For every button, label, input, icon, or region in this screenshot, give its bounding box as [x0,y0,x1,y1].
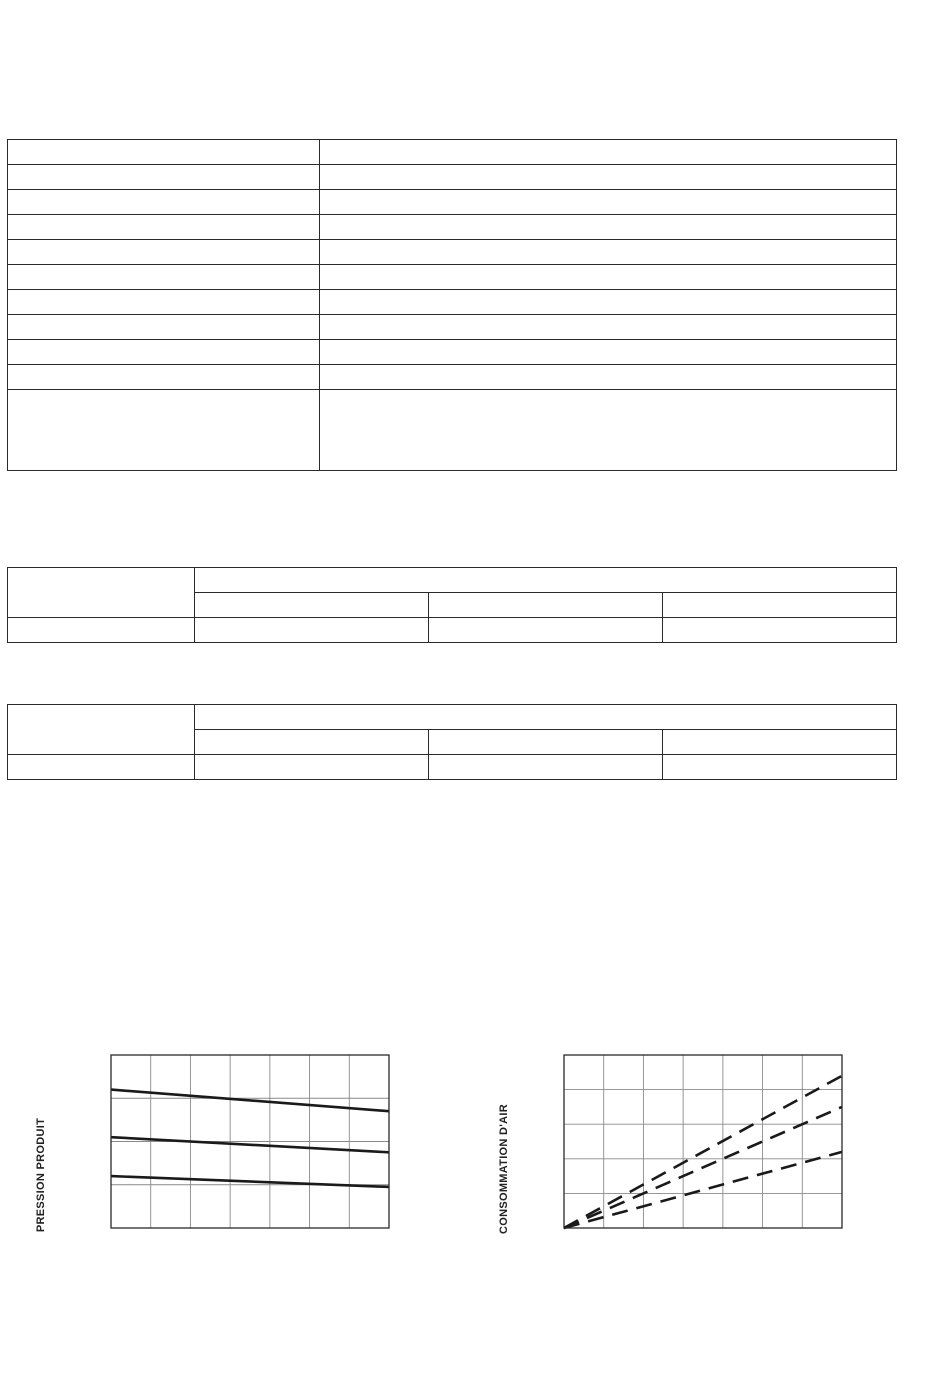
series-line-2 [564,1107,842,1228]
table-cell [8,140,320,165]
table-cell [320,390,897,471]
table-header-row [8,705,897,730]
table-row [8,265,897,290]
table-cell [8,265,320,290]
series-line-3 [564,1152,842,1228]
table-cell [320,240,897,265]
series-line-3 [111,1176,389,1187]
table-cell [8,365,320,390]
table-cell [195,730,429,755]
grid [564,1055,842,1228]
table-cell [320,190,897,215]
performance-table-body [8,568,897,643]
table-cell [320,165,897,190]
table-row [8,240,897,265]
performance-table-body [8,705,897,780]
table-row [8,315,897,340]
table-cell [8,165,320,190]
pressure-chart [20,1040,410,1250]
table-cell [8,390,320,471]
table-row [8,190,897,215]
plot-frame [564,1055,842,1228]
series-line-2 [111,1137,389,1152]
table-cell [429,730,663,755]
table-row [8,390,897,471]
table-cell [8,215,320,240]
table-cell [8,340,320,365]
table-cell [320,215,897,240]
table-cell [195,705,897,730]
table-cell [8,290,320,315]
performance-table-2 [7,704,897,780]
table-cell [195,593,429,618]
spec-table [7,139,897,471]
table-row [8,165,897,190]
table-cell [8,240,320,265]
table-cell [663,618,897,643]
series-lines [111,1090,389,1187]
table-cell [320,290,897,315]
table-cell [320,365,897,390]
table-row [8,290,897,315]
table-row [8,140,897,165]
series-line-1 [111,1090,389,1112]
table-cell [320,340,897,365]
table-row [8,215,897,240]
table-cell [195,755,429,780]
table-header-row [8,568,897,593]
table-cell [429,755,663,780]
table-cell [8,190,320,215]
series-line-1 [564,1076,842,1228]
grid [111,1055,389,1228]
table-cell [8,618,195,643]
table-row [8,365,897,390]
air-consumption-chart [480,1040,860,1250]
spec-table-body [8,140,897,471]
table-cell [663,730,897,755]
table-cell [429,618,663,643]
y-axis-label: CONSOMMATION D'AIR [498,1103,510,1235]
table-cell [320,315,897,340]
table-cell [8,755,195,780]
table-row [8,618,897,643]
y-axis-label: PRESSION PRODUIT [35,1117,47,1233]
table-cell [195,568,897,593]
table-cell [8,315,320,340]
series-lines [564,1076,842,1228]
table-cell [429,593,663,618]
table-cell [195,618,429,643]
table-cell [8,568,195,618]
performance-table-1 [7,567,897,643]
table-cell [663,755,897,780]
table-cell [320,265,897,290]
table-row [8,755,897,780]
table-cell [320,140,897,165]
table-cell [8,705,195,755]
table-row [8,340,897,365]
table-cell [663,593,897,618]
